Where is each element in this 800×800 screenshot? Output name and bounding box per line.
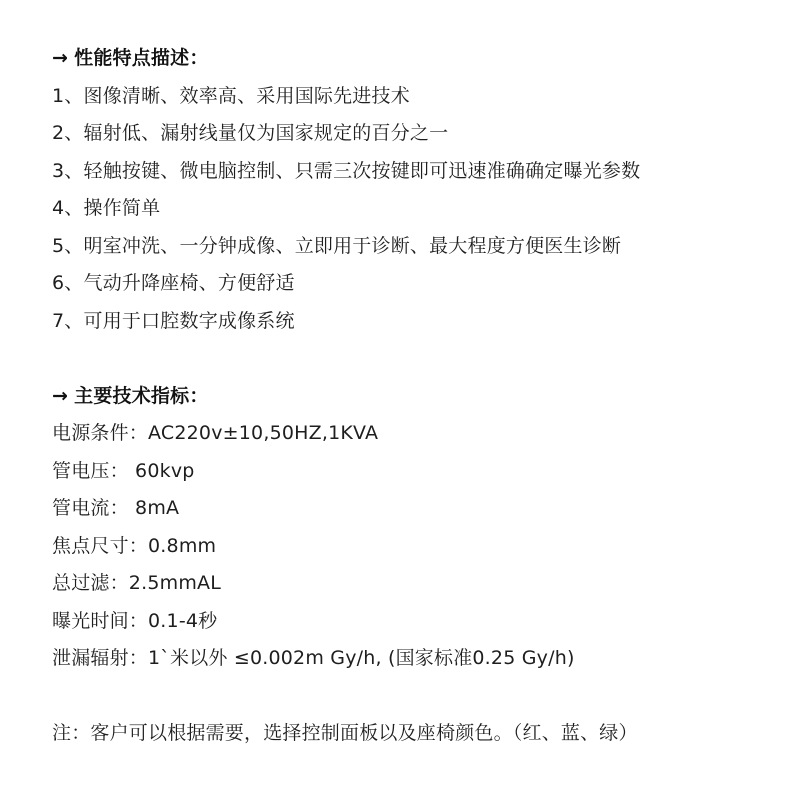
arrow-right-icon: → <box>52 47 69 69</box>
feature-item-5: 5、明室冲洗、一分钟成像、立即用于诊断、最大程度方便医生诊断 <box>52 234 622 257</box>
footnote: 注：客户可以根据需要，选择控制面板以及座椅颜色。（红、蓝、绿） <box>52 722 638 744</box>
spec-tube-current: 管电流： 8mA <box>52 497 180 519</box>
document-body <box>52 40 772 753</box>
section-spacer <box>52 340 772 378</box>
spec-leakage-radiation: 泄漏辐射：1`米以外 ≤0.002m Gy/h, (国家标准0.25 Gy/h) <box>52 647 575 669</box>
features-heading <box>52 40 772 78</box>
feature-item-2: 2、辐射低、漏射线量仅为国家规定的百分之一 <box>52 122 449 144</box>
spec-exposure-time: 曝光时间：0.1-4秒 <box>52 609 218 632</box>
spec-tube-voltage: 管电压： 60kvp <box>52 459 195 482</box>
section-spacer <box>52 678 772 716</box>
spec-focal-spot: 焦点尺寸：0.8mm <box>52 534 217 557</box>
specs-heading <box>52 378 772 416</box>
arrow-right-icon: → <box>52 384 69 407</box>
feature-item-6: 6、气动升降座椅、方便舒适 <box>52 272 295 294</box>
feature-item-4: 4、操作简单 <box>52 197 161 219</box>
spec-power-supply: 电源条件：AC220v±10,50HZ,1KVA <box>52 422 379 444</box>
feature-item-3: 3、轻触按键、微电脑控制、只需三次按键即可迅速准确确定曝光参数 <box>52 159 641 182</box>
specs-heading-text: 主要技术指标： <box>74 384 209 407</box>
feature-item-7: 7、可用于口腔数字成像系统 <box>52 309 295 332</box>
feature-item-1: 1、图像清晰、效率高、采用国际先进技术 <box>52 84 410 107</box>
spec-total-filtration: 总过滤：2.5mmAL <box>52 572 222 594</box>
features-heading-text: 性能特点描述： <box>74 47 209 69</box>
